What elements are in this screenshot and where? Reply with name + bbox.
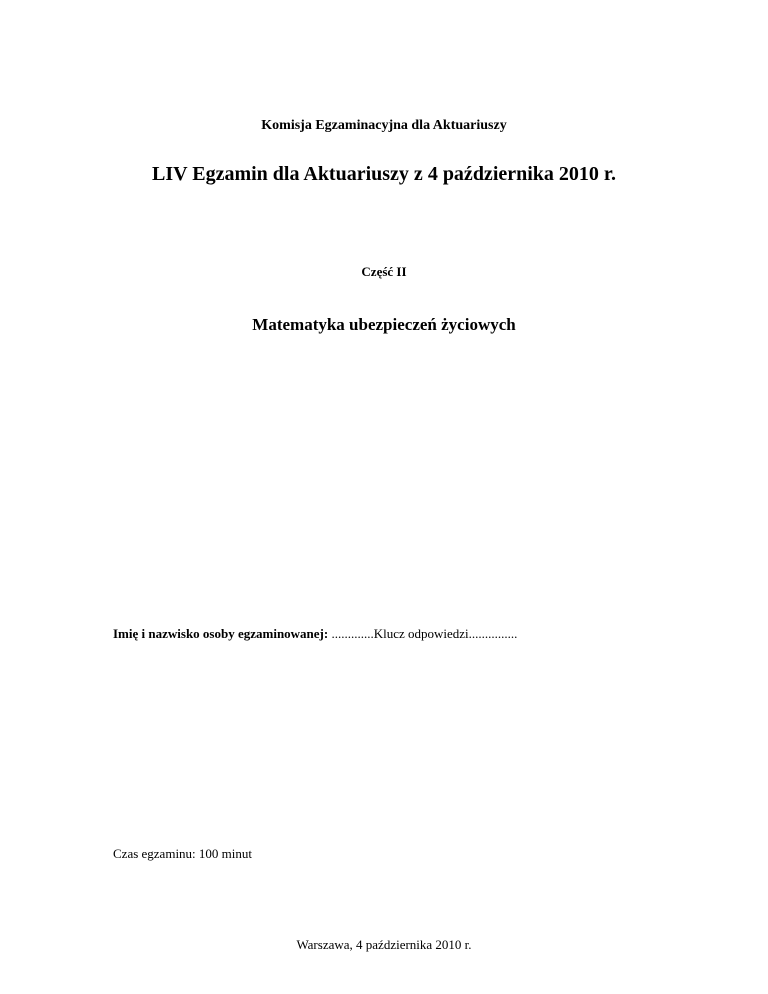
subject-title: Matematyka ubezpieczeń życiowych [252,315,516,334]
exam-duration: Czas egzaminu: 100 minut [113,846,253,861]
exam-title: LIV Egzamin dla Aktuariuszy z 4 października 2010 r. [152,163,616,185]
examinee-name-value: .............Klucz odpowiedzi............... [328,626,518,641]
commission-name: Komisja Egzaminacyjna dla Aktuariuszy [261,118,507,133]
part-label: Część II [361,264,407,279]
examinee-name-line [113,626,517,642]
place-and-date: Warszawa, 4 października 2010 r. [296,937,472,952]
examinee-name-label: Imię i nazwisko osoby egzaminowanej: [113,626,329,641]
